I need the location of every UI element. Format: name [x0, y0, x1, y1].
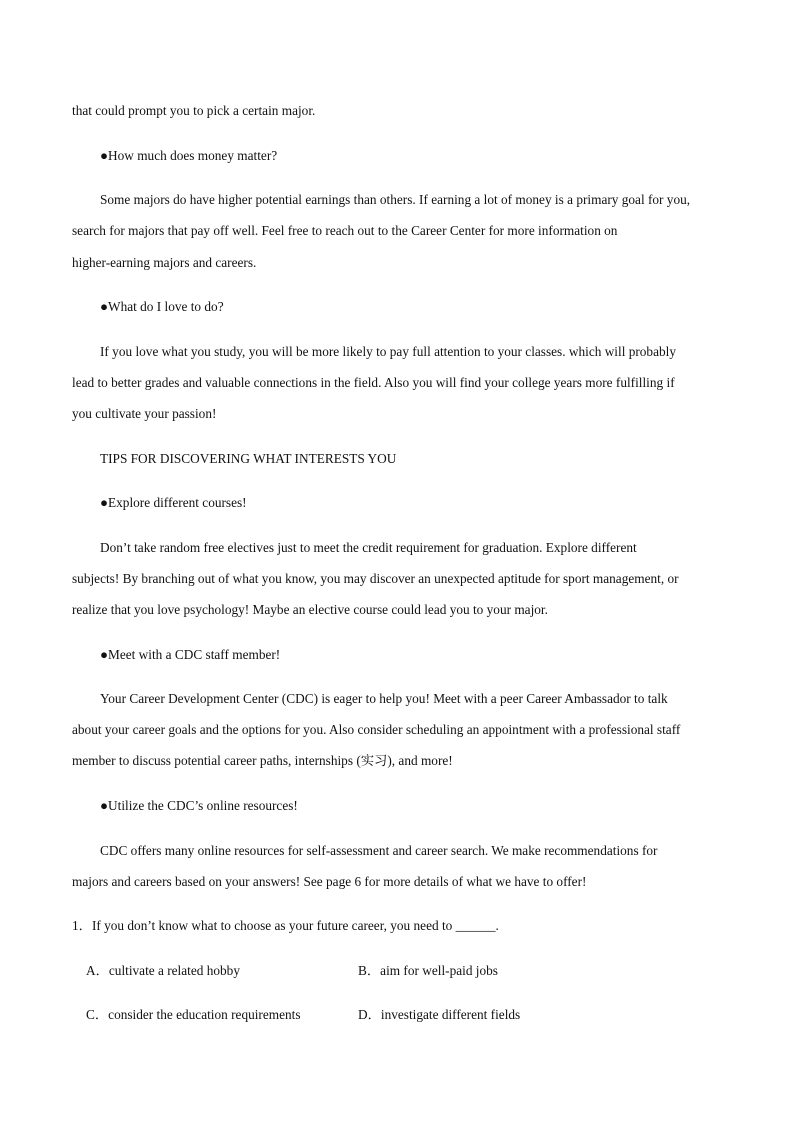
- paragraph-line: member to discuss potential career paths, internships (实习), and more!: [72, 753, 453, 768]
- paragraph-line: lead to better grades and valuable connections in the field. Also you will find your college years more fulfilling if: [72, 375, 675, 390]
- paragraph-line: Your Career Development Center (CDC) is eager to help you! Meet with a peer Career Ambassador to talk: [100, 691, 668, 706]
- paragraph-line: you cultivate your passion!: [72, 406, 217, 421]
- paragraph-line: Don’t take random free electives just to meet the credit requirement for graduation. Explore different: [100, 540, 637, 555]
- option-a: A．cultivate a related hobby: [86, 963, 240, 978]
- question-stem: 1．If you don’t know what to choose as your future career, you need to ______.: [72, 918, 499, 933]
- section-heading: ●Meet with a CDC staff member!: [100, 647, 281, 662]
- paragraph-line: subjects! By branching out of what you know, you may discover an unexpected aptitude for sport management, or: [72, 571, 679, 586]
- section-heading: ●Utilize the CDC’s online resources!: [100, 798, 298, 813]
- paragraph-line: search for majors that pay off well. Feel free to reach out to the Career Center for more information on: [72, 223, 618, 238]
- paragraph-line: Some majors do have higher potential earnings than others. If earning a lot of money is a primary goal for you,: [100, 192, 691, 207]
- section-heading: ●How much does money matter?: [100, 148, 278, 163]
- option-b: B．aim for well-paid jobs: [358, 963, 498, 978]
- option-d: D．investigate different fields: [358, 1007, 521, 1022]
- paragraph-line: higher-earning majors and careers.: [72, 255, 257, 270]
- paragraph-line: majors and careers based on your answers! See page 6 for more details of what we have to offer!: [72, 874, 587, 889]
- option-c: C．consider the education requirements: [86, 1007, 301, 1022]
- paragraph-line: realize that you love psychology! Maybe an elective course could lead you to your major.: [72, 602, 548, 617]
- paragraph-line: about your career goals and the options for you. Also consider scheduling an appointment with a professional staff: [72, 722, 681, 737]
- paragraph-line: CDC offers many online resources for self-assessment and career search. We make recommendations for: [100, 843, 658, 858]
- section-heading: ●What do I love to do?: [100, 299, 224, 314]
- tips-heading: TIPS FOR DISCOVERING WHAT INTERESTS YOU: [100, 451, 397, 466]
- paragraph-line: that could prompt you to pick a certain major.: [72, 103, 316, 118]
- paragraph-line: If you love what you study, you will be more likely to pay full attention to your classes. which will probably: [100, 344, 676, 359]
- section-heading: ●Explore different courses!: [100, 495, 247, 510]
